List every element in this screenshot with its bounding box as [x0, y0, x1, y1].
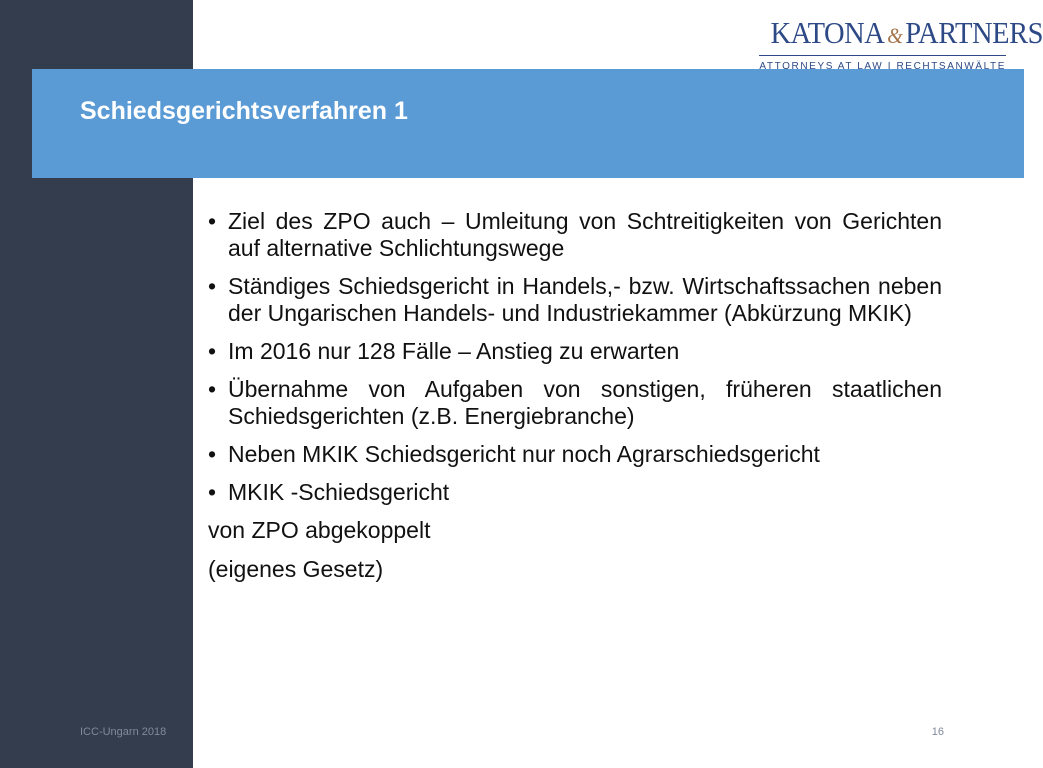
bullet-item: • Übernahme von Aufgaben von sonstigen, früheren staatlichen Schiedsgerichten (z.B. Energiebranche)	[208, 376, 942, 430]
bullet-item: • Neben MKIK Schiedsgericht nur noch Agrarschiedsgericht	[208, 441, 942, 468]
continuation-line: (eigenes Gesetz)	[208, 556, 384, 582]
title-band	[32, 69, 1024, 178]
bullet-item: • MKIK -Schiedsgericht	[208, 479, 942, 506]
slide-title: Schiedsgerichtsverfahren 1	[80, 97, 408, 125]
bullet-item: • Ziel des ZPO auch – Umleitung von Schtreitigkeiten von Gerichten auf alternative Schlichtungswege	[208, 208, 942, 262]
slide-body	[208, 208, 942, 595]
logo-name-partners: PARTNERS	[905, 15, 1043, 50]
continuation-line: von ZPO abgekoppelt	[208, 517, 431, 543]
logo-tagline: ATTORNEYS AT LAW I RECHTSANWÄLTE	[759, 55, 1006, 74]
logo-wordmark	[770, 15, 1043, 53]
company-logo	[750, 15, 1043, 74]
logo-ampersand: &	[887, 23, 903, 48]
bullet-item: • Im 2016 nur 128 Fälle – Anstieg zu erwarten	[208, 338, 942, 365]
bullet-item: • Ständiges Schiedsgericht in Handels,- bzw. Wirtschaftssachen neben der Ungarischen Handels- und Industriekammer (Abkürzung MKIK)	[208, 273, 942, 327]
logo-name-katona: KATONA	[770, 15, 885, 50]
page-number: 16	[931, 726, 944, 738]
footer-label: ICC-Ungarn 2018	[80, 726, 167, 738]
